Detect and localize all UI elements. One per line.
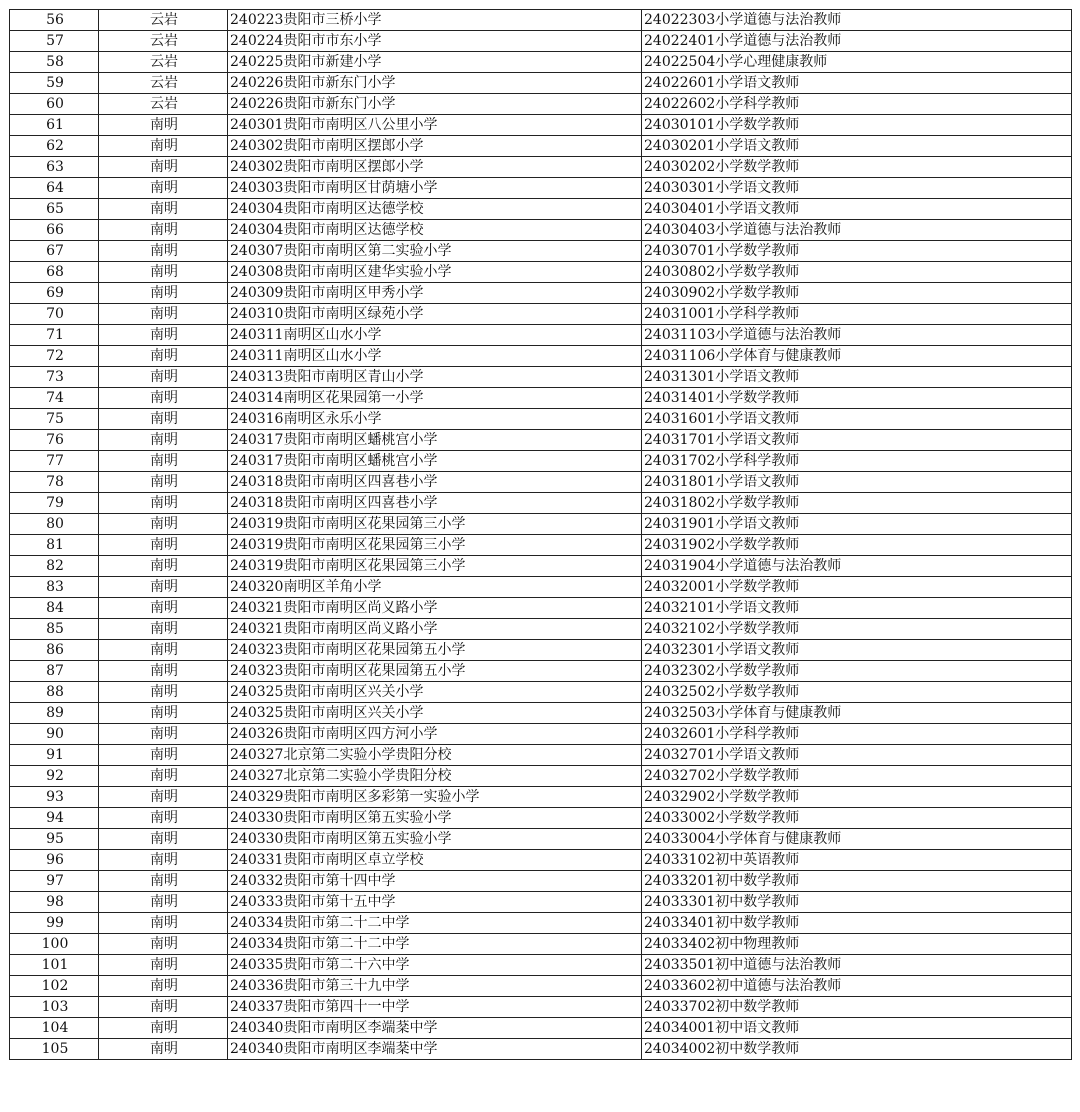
row-number-cell: 67 xyxy=(10,241,99,262)
row-number-cell: 61 xyxy=(10,115,99,136)
row-number-cell: 56 xyxy=(10,10,99,31)
table-row xyxy=(10,136,1072,157)
school-cell: 240318贵阳市南明区四喜巷小学 xyxy=(228,472,642,493)
position-cell: 24030101小学数学教师 xyxy=(642,115,1072,136)
row-number-cell: 104 xyxy=(10,1018,99,1039)
row-number-cell: 98 xyxy=(10,892,99,913)
school-cell: 240319贵阳市南明区花果园第三小学 xyxy=(228,535,642,556)
district-cell: 南明 xyxy=(99,808,228,829)
school-cell: 240319贵阳市南明区花果园第三小学 xyxy=(228,514,642,535)
table-row xyxy=(10,1018,1072,1039)
table-body xyxy=(10,10,1072,1060)
table-row xyxy=(10,598,1072,619)
position-cell: 24032101小学语文教师 xyxy=(642,598,1072,619)
row-number-cell: 85 xyxy=(10,619,99,640)
position-cell: 24032601小学科学教师 xyxy=(642,724,1072,745)
district-cell: 南明 xyxy=(99,430,228,451)
position-cell: 24033401初中数学教师 xyxy=(642,913,1072,934)
district-cell: 南明 xyxy=(99,304,228,325)
school-cell: 240314南明区花果园第一小学 xyxy=(228,388,642,409)
position-cell: 24022601小学语文教师 xyxy=(642,73,1072,94)
position-cell: 24032001小学数学教师 xyxy=(642,577,1072,598)
school-cell: 240323贵阳市南明区花果园第五小学 xyxy=(228,661,642,682)
table-row xyxy=(10,157,1072,178)
district-cell: 南明 xyxy=(99,409,228,430)
row-number-cell: 73 xyxy=(10,367,99,388)
district-cell: 南明 xyxy=(99,850,228,871)
row-number-cell: 80 xyxy=(10,514,99,535)
district-cell: 南明 xyxy=(99,577,228,598)
table-row xyxy=(10,871,1072,892)
district-cell: 云岩 xyxy=(99,10,228,31)
school-cell: 240336贵阳市第三十九中学 xyxy=(228,976,642,997)
table-row xyxy=(10,892,1072,913)
position-cell: 24030802小学数学教师 xyxy=(642,262,1072,283)
table-row xyxy=(10,934,1072,955)
school-cell: 240340贵阳市南明区李端棻中学 xyxy=(228,1039,642,1060)
school-cell: 240303贵阳市南明区甘荫塘小学 xyxy=(228,178,642,199)
position-cell: 24032502小学数学教师 xyxy=(642,682,1072,703)
position-cell: 24030201小学语文教师 xyxy=(642,136,1072,157)
school-cell: 240333贵阳市第十五中学 xyxy=(228,892,642,913)
row-number-cell: 90 xyxy=(10,724,99,745)
position-cell: 24031401小学数学教师 xyxy=(642,388,1072,409)
row-number-cell: 59 xyxy=(10,73,99,94)
table-row xyxy=(10,514,1072,535)
row-number-cell: 101 xyxy=(10,955,99,976)
school-cell: 240332贵阳市第十四中学 xyxy=(228,871,642,892)
school-cell: 240309贵阳市南明区甲秀小学 xyxy=(228,283,642,304)
row-number-cell: 60 xyxy=(10,94,99,115)
school-cell: 240316南明区永乐小学 xyxy=(228,409,642,430)
row-number-cell: 87 xyxy=(10,661,99,682)
row-number-cell: 68 xyxy=(10,262,99,283)
district-cell: 南明 xyxy=(99,640,228,661)
district-cell: 南明 xyxy=(99,325,228,346)
row-number-cell: 102 xyxy=(10,976,99,997)
table-row xyxy=(10,1039,1072,1060)
table-row xyxy=(10,472,1072,493)
school-cell: 240224贵阳市市东小学 xyxy=(228,31,642,52)
school-cell: 240301贵阳市南明区八公里小学 xyxy=(228,115,642,136)
school-cell: 240307贵阳市南明区第二实验小学 xyxy=(228,241,642,262)
position-cell: 24032102小学数学教师 xyxy=(642,619,1072,640)
table-row xyxy=(10,178,1072,199)
position-cell: 24033602初中道德与法治教师 xyxy=(642,976,1072,997)
position-cell: 24034002初中数学教师 xyxy=(642,1039,1072,1060)
position-cell: 24031902小学数学教师 xyxy=(642,535,1072,556)
school-cell: 240311南明区山水小学 xyxy=(228,325,642,346)
school-cell: 240317贵阳市南明区蟠桃宫小学 xyxy=(228,430,642,451)
school-cell: 240330贵阳市南明区第五实验小学 xyxy=(228,808,642,829)
district-cell: 南明 xyxy=(99,913,228,934)
school-cell: 240321贵阳市南明区尚义路小学 xyxy=(228,598,642,619)
row-number-cell: 103 xyxy=(10,997,99,1018)
school-cell: 240325贵阳市南明区兴关小学 xyxy=(228,682,642,703)
district-cell: 南明 xyxy=(99,955,228,976)
table-row xyxy=(10,325,1072,346)
row-number-cell: 94 xyxy=(10,808,99,829)
table-row xyxy=(10,73,1072,94)
position-cell: 24022401小学道德与法治教师 xyxy=(642,31,1072,52)
position-cell: 24033102初中英语教师 xyxy=(642,850,1072,871)
school-cell: 240335贵阳市第二十六中学 xyxy=(228,955,642,976)
row-number-cell: 89 xyxy=(10,703,99,724)
row-number-cell: 63 xyxy=(10,157,99,178)
table-row xyxy=(10,94,1072,115)
table-row xyxy=(10,724,1072,745)
position-cell: 24031301小学语文教师 xyxy=(642,367,1072,388)
school-cell: 240327北京第二实验小学贵阳分校 xyxy=(228,766,642,787)
position-cell: 24032302小学数学教师 xyxy=(642,661,1072,682)
district-cell: 云岩 xyxy=(99,31,228,52)
row-number-cell: 58 xyxy=(10,52,99,73)
district-cell: 南明 xyxy=(99,724,228,745)
table-row xyxy=(10,430,1072,451)
row-number-cell: 91 xyxy=(10,745,99,766)
row-number-cell: 79 xyxy=(10,493,99,514)
table-row xyxy=(10,493,1072,514)
district-cell: 南明 xyxy=(99,829,228,850)
school-cell: 240329贵阳市南明区多彩第一实验小学 xyxy=(228,787,642,808)
table-row xyxy=(10,388,1072,409)
school-cell: 240323贵阳市南明区花果园第五小学 xyxy=(228,640,642,661)
position-cell: 24033301初中数学教师 xyxy=(642,892,1072,913)
district-cell: 南明 xyxy=(99,241,228,262)
school-cell: 240302贵阳市南明区摆郎小学 xyxy=(228,157,642,178)
row-number-cell: 83 xyxy=(10,577,99,598)
table-row xyxy=(10,52,1072,73)
table-row xyxy=(10,220,1072,241)
district-cell: 南明 xyxy=(99,388,228,409)
row-number-cell: 57 xyxy=(10,31,99,52)
row-number-cell: 82 xyxy=(10,556,99,577)
district-cell: 南明 xyxy=(99,976,228,997)
table-row xyxy=(10,766,1072,787)
row-number-cell: 88 xyxy=(10,682,99,703)
school-cell: 240334贵阳市第二十二中学 xyxy=(228,934,642,955)
row-number-cell: 99 xyxy=(10,913,99,934)
position-cell: 24032702小学数学教师 xyxy=(642,766,1072,787)
table-row xyxy=(10,829,1072,850)
district-cell: 云岩 xyxy=(99,94,228,115)
position-cell: 24031702小学科学教师 xyxy=(642,451,1072,472)
district-cell: 南明 xyxy=(99,451,228,472)
position-cell: 24031801小学语文教师 xyxy=(642,472,1072,493)
school-cell: 240308贵阳市南明区建华实验小学 xyxy=(228,262,642,283)
school-cell: 240317贵阳市南明区蟠桃宫小学 xyxy=(228,451,642,472)
table-row xyxy=(10,304,1072,325)
row-number-cell: 86 xyxy=(10,640,99,661)
district-cell: 南明 xyxy=(99,115,228,136)
table-row xyxy=(10,787,1072,808)
recruitment-table xyxy=(9,9,1072,1060)
row-number-cell: 69 xyxy=(10,283,99,304)
table-row xyxy=(10,997,1072,1018)
row-number-cell: 66 xyxy=(10,220,99,241)
position-cell: 24030401小学语文教师 xyxy=(642,199,1072,220)
school-cell: 240304贵阳市南明区达德学校 xyxy=(228,220,642,241)
district-cell: 南明 xyxy=(99,346,228,367)
district-cell: 南明 xyxy=(99,556,228,577)
district-cell: 南明 xyxy=(99,619,228,640)
position-cell: 24032701小学语文教师 xyxy=(642,745,1072,766)
district-cell: 南明 xyxy=(99,787,228,808)
table-row xyxy=(10,682,1072,703)
district-cell: 南明 xyxy=(99,892,228,913)
position-cell: 24030902小学数学教师 xyxy=(642,283,1072,304)
row-number-cell: 105 xyxy=(10,1039,99,1060)
position-cell: 24031904小学道德与法治教师 xyxy=(642,556,1072,577)
district-cell: 南明 xyxy=(99,157,228,178)
school-cell: 240302贵阳市南明区摆郎小学 xyxy=(228,136,642,157)
row-number-cell: 96 xyxy=(10,850,99,871)
row-number-cell: 97 xyxy=(10,871,99,892)
position-cell: 24030403小学道德与法治教师 xyxy=(642,220,1072,241)
district-cell: 南明 xyxy=(99,136,228,157)
school-cell: 240334贵阳市第二十二中学 xyxy=(228,913,642,934)
row-number-cell: 65 xyxy=(10,199,99,220)
table-row xyxy=(10,955,1072,976)
position-cell: 24031802小学数学教师 xyxy=(642,493,1072,514)
district-cell: 南明 xyxy=(99,262,228,283)
school-cell: 240226贵阳市新东门小学 xyxy=(228,73,642,94)
row-number-cell: 71 xyxy=(10,325,99,346)
table-row xyxy=(10,535,1072,556)
position-cell: 24034001初中语文教师 xyxy=(642,1018,1072,1039)
school-cell: 240337贵阳市第四十一中学 xyxy=(228,997,642,1018)
school-cell: 240304贵阳市南明区达德学校 xyxy=(228,199,642,220)
table-row xyxy=(10,283,1072,304)
position-cell: 24030701小学数学教师 xyxy=(642,241,1072,262)
row-number-cell: 77 xyxy=(10,451,99,472)
school-cell: 240313贵阳市南明区青山小学 xyxy=(228,367,642,388)
school-cell: 240319贵阳市南明区花果园第三小学 xyxy=(228,556,642,577)
school-cell: 240225贵阳市新建小学 xyxy=(228,52,642,73)
table-row xyxy=(10,241,1072,262)
district-cell: 南明 xyxy=(99,1018,228,1039)
district-cell: 南明 xyxy=(99,934,228,955)
district-cell: 南明 xyxy=(99,472,228,493)
position-cell: 24033501初中道德与法治教师 xyxy=(642,955,1072,976)
position-cell: 24031106小学体育与健康教师 xyxy=(642,346,1072,367)
row-number-cell: 81 xyxy=(10,535,99,556)
school-cell: 240327北京第二实验小学贵阳分校 xyxy=(228,745,642,766)
table-row xyxy=(10,31,1072,52)
district-cell: 南明 xyxy=(99,703,228,724)
district-cell: 云岩 xyxy=(99,73,228,94)
table-row xyxy=(10,10,1072,31)
position-cell: 24030202小学数学教师 xyxy=(642,157,1072,178)
district-cell: 南明 xyxy=(99,1039,228,1060)
district-cell: 南明 xyxy=(99,871,228,892)
table-row xyxy=(10,703,1072,724)
position-cell: 24022303小学道德与法治教师 xyxy=(642,10,1072,31)
district-cell: 南明 xyxy=(99,535,228,556)
position-cell: 24022504小学心理健康教师 xyxy=(642,52,1072,73)
row-number-cell: 76 xyxy=(10,430,99,451)
table-row xyxy=(10,367,1072,388)
table-row xyxy=(10,346,1072,367)
table-row xyxy=(10,619,1072,640)
school-cell: 240331贵阳市南明区卓立学校 xyxy=(228,850,642,871)
position-cell: 24032503小学体育与健康教师 xyxy=(642,703,1072,724)
district-cell: 南明 xyxy=(99,367,228,388)
table-row xyxy=(10,808,1072,829)
table-row xyxy=(10,199,1072,220)
school-cell: 240326贵阳市南明区四方河小学 xyxy=(228,724,642,745)
table-row xyxy=(10,913,1072,934)
table-row xyxy=(10,745,1072,766)
row-number-cell: 64 xyxy=(10,178,99,199)
district-cell: 南明 xyxy=(99,493,228,514)
table-row xyxy=(10,262,1072,283)
district-cell: 南明 xyxy=(99,199,228,220)
district-cell: 南明 xyxy=(99,682,228,703)
row-number-cell: 95 xyxy=(10,829,99,850)
table-row xyxy=(10,409,1072,430)
row-number-cell: 93 xyxy=(10,787,99,808)
table-row xyxy=(10,115,1072,136)
position-cell: 24031901小学语文教师 xyxy=(642,514,1072,535)
table-row xyxy=(10,556,1072,577)
position-cell: 24032301小学语文教师 xyxy=(642,640,1072,661)
district-cell: 南明 xyxy=(99,745,228,766)
position-cell: 24033201初中数学教师 xyxy=(642,871,1072,892)
district-cell: 南明 xyxy=(99,514,228,535)
district-cell: 南明 xyxy=(99,220,228,241)
table-row xyxy=(10,976,1072,997)
school-cell: 240325贵阳市南明区兴关小学 xyxy=(228,703,642,724)
table-row xyxy=(10,577,1072,598)
row-number-cell: 72 xyxy=(10,346,99,367)
position-cell: 24033402初中物理教师 xyxy=(642,934,1072,955)
table-row xyxy=(10,661,1072,682)
position-cell: 24031601小学语文教师 xyxy=(642,409,1072,430)
position-cell: 24032902小学数学教师 xyxy=(642,787,1072,808)
table-row xyxy=(10,850,1072,871)
position-cell: 24033004小学体育与健康教师 xyxy=(642,829,1072,850)
district-cell: 南明 xyxy=(99,661,228,682)
position-cell: 24033002小学数学教师 xyxy=(642,808,1072,829)
district-cell: 南明 xyxy=(99,283,228,304)
row-number-cell: 70 xyxy=(10,304,99,325)
row-number-cell: 62 xyxy=(10,136,99,157)
school-cell: 240223贵阳市三桥小学 xyxy=(228,10,642,31)
table-row xyxy=(10,451,1072,472)
school-cell: 240318贵阳市南明区四喜巷小学 xyxy=(228,493,642,514)
position-cell: 24031103小学道德与法治教师 xyxy=(642,325,1072,346)
position-cell: 24022602小学科学教师 xyxy=(642,94,1072,115)
school-cell: 240311南明区山水小学 xyxy=(228,346,642,367)
district-cell: 南明 xyxy=(99,997,228,1018)
position-cell: 24031001小学科学教师 xyxy=(642,304,1072,325)
district-cell: 南明 xyxy=(99,598,228,619)
school-cell: 240226贵阳市新东门小学 xyxy=(228,94,642,115)
row-number-cell: 74 xyxy=(10,388,99,409)
row-number-cell: 84 xyxy=(10,598,99,619)
district-cell: 南明 xyxy=(99,178,228,199)
row-number-cell: 100 xyxy=(10,934,99,955)
row-number-cell: 92 xyxy=(10,766,99,787)
school-cell: 240330贵阳市南明区第五实验小学 xyxy=(228,829,642,850)
district-cell: 南明 xyxy=(99,766,228,787)
position-cell: 24031701小学语文教师 xyxy=(642,430,1072,451)
school-cell: 240310贵阳市南明区绿苑小学 xyxy=(228,304,642,325)
table-row xyxy=(10,640,1072,661)
position-cell: 24030301小学语文教师 xyxy=(642,178,1072,199)
row-number-cell: 78 xyxy=(10,472,99,493)
position-cell: 24033702初中数学教师 xyxy=(642,997,1072,1018)
district-cell: 云岩 xyxy=(99,52,228,73)
school-cell: 240320南明区羊角小学 xyxy=(228,577,642,598)
school-cell: 240340贵阳市南明区李端棻中学 xyxy=(228,1018,642,1039)
school-cell: 240321贵阳市南明区尚义路小学 xyxy=(228,619,642,640)
row-number-cell: 75 xyxy=(10,409,99,430)
